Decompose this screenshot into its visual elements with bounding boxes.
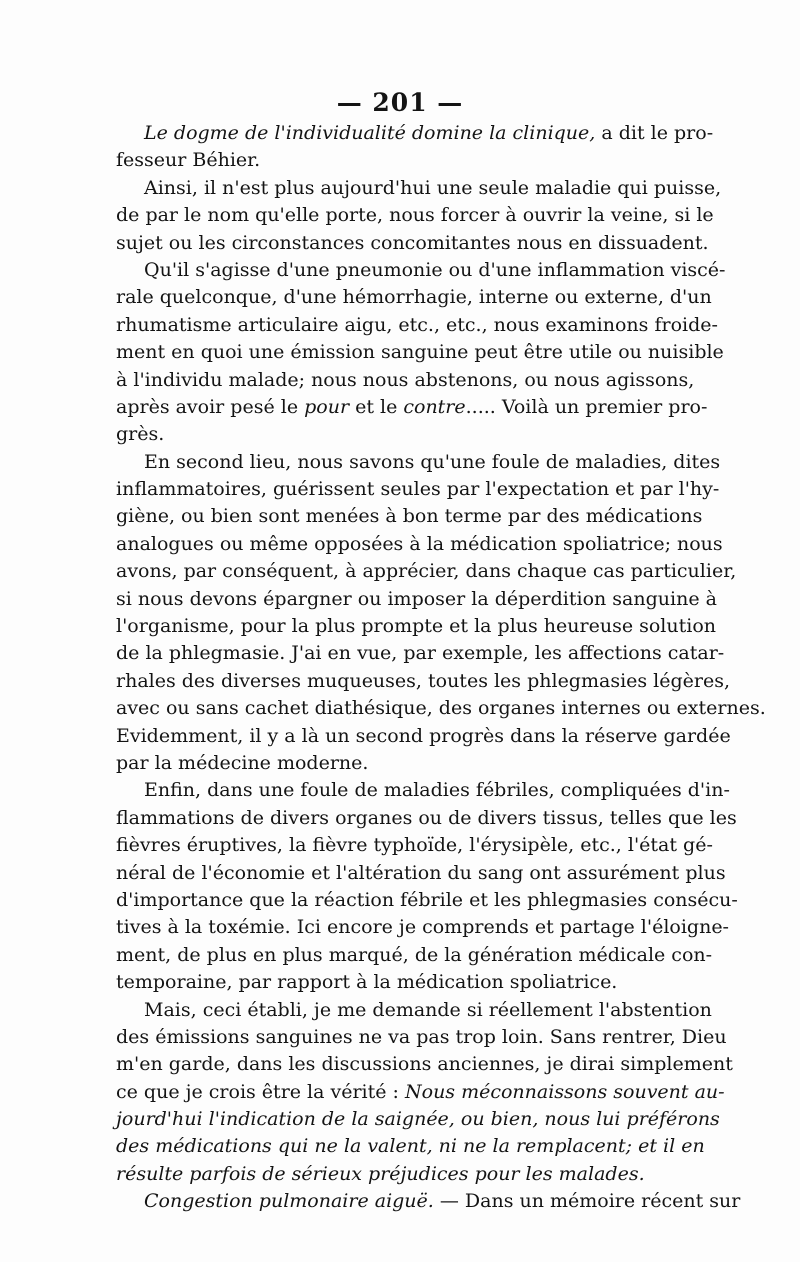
text-line bbox=[116, 120, 714, 147]
text-line bbox=[116, 394, 708, 421]
text-run: fesseur Béhier. bbox=[116, 149, 261, 172]
text-line bbox=[116, 1161, 672, 1188]
text-run: des émissions sanguines ne va pas trop loin. Sans rentrer, Dieu bbox=[116, 1025, 727, 1048]
text-line bbox=[116, 613, 717, 640]
text-line bbox=[116, 1024, 727, 1051]
text-line bbox=[116, 202, 714, 229]
italic-text: résulte parfois de sérieux préjudices pour les malades. bbox=[116, 1162, 645, 1185]
text-run: — Dans un mémoire récent sur bbox=[433, 1190, 741, 1213]
text-line bbox=[116, 284, 712, 311]
text-line bbox=[116, 312, 718, 339]
text-run: de la phlegmasie. J'ai en vue, par exemple, les affections catar- bbox=[116, 642, 725, 665]
italic-text: Nous méconnaissons souvent au- bbox=[405, 1080, 725, 1103]
text-run: par la médecine moderne. bbox=[116, 751, 369, 774]
text-run: giène, ou bien sont menées à bon terme par des médications bbox=[116, 505, 703, 528]
text-line bbox=[116, 914, 729, 941]
text-line bbox=[116, 1133, 705, 1160]
text-line bbox=[116, 1079, 725, 1106]
text-run: tives à la toxémie. Ici encore je comprends et partage l'éloigne- bbox=[116, 916, 729, 939]
body-text bbox=[116, 120, 766, 1216]
text-run: m'en garde, dans les discussions anciennes, je dirai simplement bbox=[116, 1053, 733, 1076]
text-line bbox=[116, 531, 723, 558]
text-run: fièvres éruptives, la fièvre typhoïde, l'érysipèle, etc., l'état gé- bbox=[116, 834, 713, 857]
text-run: grès. bbox=[116, 423, 165, 446]
text-line bbox=[116, 586, 717, 613]
text-line bbox=[116, 695, 766, 722]
text-run: rhales des diverses muqueuses, toutes les phlegmasies légères, bbox=[116, 669, 731, 692]
text-run: inflammatoires, guérissent seules par l'expectation et par l'hy- bbox=[116, 478, 720, 501]
text-line bbox=[116, 367, 695, 394]
text-run: ment, de plus en plus marqué, de la génération médicale con- bbox=[116, 943, 713, 966]
text-line bbox=[116, 449, 721, 476]
text-run: Ainsi, il n'est plus aujourd'hui une seule maladie qui puisse, bbox=[144, 176, 722, 199]
text-run: rhumatisme articulaire aigu, etc., etc., nous examinons froide- bbox=[116, 313, 718, 336]
text-line bbox=[116, 887, 738, 914]
italic-text: des médications qui ne la valent, ni ne la remplacent; et il en bbox=[116, 1135, 705, 1158]
text-line bbox=[116, 860, 726, 887]
italic-text: jourd'hui l'indication de la saignée, ou bien, nous lui préférons bbox=[116, 1108, 720, 1131]
text-run: de par le nom qu'elle porte, nous forcer à ouvrir la veine, si le bbox=[116, 204, 714, 227]
text-line bbox=[116, 942, 713, 969]
italic-text: contre bbox=[403, 395, 466, 418]
text-line bbox=[116, 1106, 720, 1133]
text-line bbox=[116, 723, 731, 750]
page-number: — 201 — bbox=[336, 88, 464, 117]
text-line bbox=[116, 832, 713, 859]
text-run: Evidemment, il y a là un second progrès dans la réserve gardée bbox=[116, 724, 731, 747]
italic-text: Congestion pulmonaire aiguë. bbox=[144, 1190, 434, 1213]
text-line bbox=[116, 777, 730, 804]
italic-text: Le dogme de l'individualité domine la clinique, bbox=[144, 122, 596, 144]
text-run: sujet ou les circonstances concomitantes nous en dissuadent. bbox=[116, 231, 709, 254]
text-run: analogues ou même opposées à la médication spoliatrice; nous bbox=[116, 532, 723, 555]
text-line bbox=[116, 421, 672, 448]
text-run: ce que je crois être la vérité : bbox=[116, 1080, 405, 1103]
text-line bbox=[116, 230, 709, 257]
text-line bbox=[116, 1188, 741, 1215]
text-line bbox=[116, 503, 703, 530]
text-line bbox=[116, 805, 737, 832]
text-run: néral de l'économie et l'altération du sang ont assurément plus bbox=[116, 861, 726, 884]
text-line bbox=[116, 997, 712, 1024]
text-run: flammations de divers organes ou de divers tissus, telles que les bbox=[116, 806, 737, 829]
text-run: En second lieu, nous savons qu'une foule de maladies, dites bbox=[144, 450, 721, 473]
text-line bbox=[116, 339, 724, 366]
text-line bbox=[116, 257, 726, 284]
text-line bbox=[116, 640, 725, 667]
text-line bbox=[116, 558, 737, 585]
text-run: ..... Voilà un premier pro- bbox=[465, 395, 708, 418]
text-line bbox=[116, 175, 722, 202]
italic-text: pour bbox=[304, 395, 350, 418]
text-run: temporaine, par rapport à la médication spoliatrice. bbox=[116, 971, 618, 994]
text-line bbox=[116, 969, 672, 996]
text-run: avec ou sans cachet diathésique, des organes internes ou externes. bbox=[116, 697, 766, 720]
text-line bbox=[116, 668, 731, 695]
text-run: a dit le pro- bbox=[595, 122, 714, 144]
text-run: à l'individu malade; nous nous abstenons, ou nous agissons, bbox=[116, 368, 695, 391]
text-run: l'organisme, pour la plus prompte et la plus heureuse solution bbox=[116, 615, 717, 638]
text-line bbox=[116, 750, 672, 777]
text-run: rale quelconque, d'une hémorrhagie, interne ou externe, d'un bbox=[116, 286, 712, 309]
text-line bbox=[116, 147, 672, 174]
text-run: si nous devons épargner ou imposer la déperdition sanguine à bbox=[116, 587, 717, 610]
text-run: après avoir pesé le bbox=[116, 395, 305, 418]
text-run: avons, par conséquent, à apprécier, dans chaque cas particulier, bbox=[116, 560, 737, 583]
text-line bbox=[116, 1051, 733, 1078]
text-run: d'importance que la réaction fébrile et les phlegmasies consécu- bbox=[116, 888, 738, 911]
text-run: Qu'il s'agisse d'une pneumonie ou d'une inflammation viscé- bbox=[144, 258, 726, 281]
text-run: ment en quoi une émission sanguine peut être utile ou nuisible bbox=[116, 341, 724, 364]
text-run: Mais, ceci établi, je me demande si réellement l'abstention bbox=[144, 998, 712, 1021]
text-run: et le bbox=[349, 395, 404, 418]
text-line bbox=[116, 476, 720, 503]
text-run: Enfin, dans une foule de maladies fébriles, compliquées d'in- bbox=[144, 779, 730, 802]
